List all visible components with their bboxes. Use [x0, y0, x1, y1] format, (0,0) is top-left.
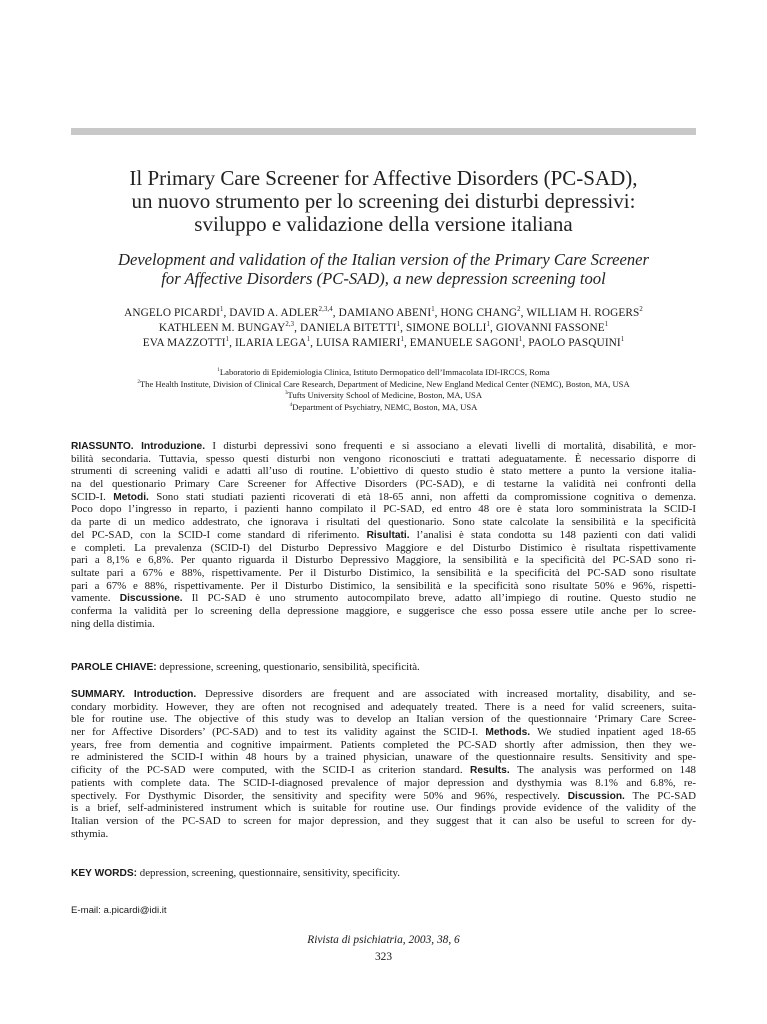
- author-name: DANIELA BITETTI: [300, 322, 397, 334]
- riassunto-line: [71, 440, 696, 453]
- summary-text: The analysis was performed on 148: [509, 764, 696, 777]
- summary-text: condary morbidity. However, they are often not recognised and adequately treated. There is a need for valid screeners, suita-: [71, 700, 696, 713]
- summary-section-label: Discussion.: [567, 790, 625, 802]
- email-contact: E-mail: a.picardi@idi.it: [71, 905, 167, 916]
- subtitle-line: Development and validation of the Italian version of the Primary Care Screener: [117, 250, 650, 269]
- parole-chiave: [71, 661, 696, 674]
- summary-line: [71, 726, 696, 739]
- summary-text: cificity of the PC-SAD were computed, with the SCID-I as criterion standard.: [71, 764, 471, 777]
- key-words-text: depression, screening, questionnaire, sensitivity, specificity.: [137, 867, 400, 879]
- riassunto-text: conferma la validità per lo screening della depressione maggiore, e suggerisce che esso possa essere utile anche per lo scree-: [71, 604, 696, 617]
- riassunto-text: del PC-SAD, con la SCID-I come standard di riferimento.: [71, 528, 367, 541]
- author-line: ANGELO PICARDI$^1$, DAVID A. ADLER$^{2,3,4}$, DAMIANO ABENI$^1$, HONG CHANG$^2$, WILLIAM H. ROGERS$^2$: [124, 306, 643, 319]
- author-name: HONG CHANG: [440, 307, 518, 319]
- affiliation-list: [40, 367, 727, 413]
- affiliation-mark: 1: [217, 367, 220, 374]
- english-title: [60, 250, 707, 288]
- affiliation-text: The Health Institute, Division of Clinical Care Research, Department of Medicine, New England Medical Center (NEMC), Boston, MA, USA: [139, 378, 630, 389]
- riassunto-line: [71, 592, 696, 605]
- riassunto-line: [71, 618, 696, 631]
- summary-text: Depressive disorders are frequent and are associated with increased mortality, disability, and se-: [196, 688, 696, 700]
- author-name: DAVID A. ADLER: [229, 307, 319, 319]
- summary-text: We studied inpatient aged 18-65: [530, 726, 696, 739]
- summary-line: [71, 764, 696, 777]
- summary-section-label: Methods.: [485, 727, 531, 739]
- riassunto-line: [71, 567, 696, 580]
- summary-line: [71, 739, 696, 752]
- riassunto-text: Il PC-SAD è uno strumento autocompilato breve, adatto all’impiego di routine. Questo studio ne: [182, 592, 696, 605]
- author-name: PAOLO PASQUINI: [528, 337, 621, 349]
- riassunto-text: ning della distimia.: [71, 617, 155, 630]
- summary-section-label: Introduction.: [133, 689, 197, 700]
- riassunto-line: [71, 503, 696, 516]
- riassunto-text: pari a 8,1% e 6,8%. Per quanto riguarda il Disturbo Depressivo Maggiore, la sensibilità e la specificità del PC-SAD sono ri-: [71, 554, 696, 567]
- key-words: [71, 867, 696, 880]
- riassunto-section-label: Introduzione.: [141, 441, 206, 452]
- riassunto-line: [71, 554, 696, 567]
- riassunto-line: [71, 516, 696, 529]
- affiliation-line: [40, 379, 727, 391]
- riassunto-text: pari a 67% e 88%, rispettivamente. Per il Disturbo Distimico, la sensibilità e la specificità sono risultate 50% e 96%, rispetti-: [71, 579, 696, 592]
- riassunto-line: [71, 605, 696, 618]
- affiliation-line: [40, 367, 727, 379]
- summary-text: sthymia.: [71, 827, 109, 840]
- riassunto-line: [71, 465, 696, 478]
- summary-line: [71, 688, 696, 701]
- author-affiliation-mark: 1: [219, 306, 224, 314]
- author-name: EVA MAZZOTTI: [142, 337, 226, 349]
- author-name: GIOVANNI FASSONE: [495, 322, 605, 334]
- riassunto-text: Poco dopo l’ingresso in reparto, i pazienti hanno compilato il PC-SAD, ed entro 48 ore è stata loro somministrata la SCID-I: [71, 503, 696, 516]
- riassunto-line: [71, 491, 696, 504]
- author-line: EVA MAZZOTTI$^1$, ILARIA LEGA$^1$, LUISA RAMIERI$^1$, EMANUELE SAGONI$^1$, PAOLO PASQUINI$^1$: [142, 336, 625, 349]
- summary-line: [71, 713, 696, 726]
- summary-line: [71, 802, 696, 815]
- author-list: [40, 306, 727, 351]
- parole-chiave-label: PAROLE CHIAVE:: [71, 662, 157, 673]
- summary-text: ble for routine use. The objective of this study was to develop an Italian version of the questionnaire ‘Primary Care Scree-: [71, 713, 696, 726]
- author-affiliation-mark: 1: [604, 321, 609, 329]
- author-line: KATHLEEN M. BUNGAY$^{2,3}$, DANIELA BITETTI$^1$, SIMONE BOLLI$^1$, GIOVANNI FASSONE$^1$: [158, 321, 609, 334]
- author-name: LUISA RAMIERI: [315, 337, 401, 349]
- parole-chiave-text: depressione, screening, questionario, sensibilità, specificità.: [156, 661, 420, 673]
- summary-text: ner for Affective Disorders’ (PC-SAD) and to test its validity against the SCID-I.: [71, 726, 486, 739]
- italian-title: [60, 167, 707, 236]
- summary-heading: SUMMARY.: [71, 689, 134, 700]
- riassunto-section-label: Discussione.: [119, 593, 183, 605]
- author-affiliation-mark: 2: [639, 306, 643, 314]
- riassunto-text: na del questionario Primary Care Screener for Affective Disorders (PC-SAD), e di testarne la validità nei confronti della: [71, 478, 696, 491]
- author-affiliation-mark: 2,3: [285, 321, 295, 329]
- summary-text: Italian version of the PC-SAD to screen for major depression, and they suggest that it can also be useful to screen for dy-: [71, 814, 696, 827]
- summary-line: [71, 777, 696, 790]
- author-affiliation-mark: 1: [486, 321, 491, 329]
- summary-line: [71, 815, 696, 828]
- author-affiliation-mark: 1: [225, 336, 230, 344]
- header-rule: [71, 128, 696, 135]
- author-name: ILARIA LEGA: [234, 337, 307, 349]
- riassunto-text: Sono stati studiati pazienti ricoverati di età 18-65 anni, non affetti da compromissione cognitiva o demenza.: [148, 490, 696, 503]
- author-affiliation-mark: 1: [306, 336, 311, 344]
- riassunto-text: vamente.: [71, 592, 120, 605]
- title-line: Il Primary Care Screener for Affective Disorders (PC-SAD),: [129, 166, 638, 190]
- summary-text: The PC-SAD: [624, 789, 696, 802]
- affiliation-line: [40, 390, 727, 402]
- affiliation-mark: 4: [289, 401, 293, 408]
- author-affiliation-mark: 2: [517, 306, 521, 314]
- author-affiliation-mark: 2,3,4: [318, 306, 333, 314]
- summary-text: patients with complete data. The SCID-I-diagnosed prevalence of major depression and dysthymia was 8.1% and 6.8%, re-: [71, 776, 696, 789]
- author-name: SIMONE BOLLI: [405, 322, 487, 334]
- title-line: sviluppo e validazione della versione italiana: [194, 212, 573, 236]
- summary-abstract: [71, 688, 696, 840]
- riassunto-heading: RIASSUNTO.: [71, 441, 142, 452]
- page-number: 323: [374, 951, 393, 963]
- summary-text: is a brief, self-administered instrument which is suitable for routine use. Our findings provide evidence of the validity of the: [71, 802, 696, 815]
- author-name: EMANUELE SAGONI: [409, 337, 519, 349]
- author-name: DAMIANO ABENI: [338, 307, 432, 319]
- summary-line: [71, 790, 696, 803]
- summary-line: [71, 701, 696, 714]
- key-words-label: KEY WORDS:: [71, 868, 138, 879]
- riassunto-text: strumenti di screening validi e adatti all’uso di routine. L’obiettivo di questo studio è stato mettere a punto la versione italia-: [71, 465, 696, 478]
- author-affiliation-mark: 1: [400, 336, 404, 344]
- author-name: KATHLEEN M. BUNGAY: [158, 322, 286, 334]
- affiliation-mark: 3: [284, 390, 288, 397]
- subtitle-line: for Affective Disorders (PC-SAD), a new depression screening tool: [161, 269, 606, 288]
- summary-section-label: Results.: [470, 765, 510, 777]
- riassunto-section-label: Metodi.: [113, 491, 149, 503]
- riassunto-line: [71, 478, 696, 491]
- journal-citation: Rivista di psichiatria, 2003, 38, 6: [307, 934, 460, 946]
- riassunto-text: bilità secondaria. Tuttavia, spesso questi disturbi non vengono riconosciuti e trattati adeguatamente. È necessario disporre di: [71, 452, 696, 465]
- riassunto-line: [71, 529, 696, 542]
- riassunto-line: [71, 580, 696, 593]
- riassunto-text: sultate pari a 67% e 88%, rispettivamente. Per il Disturbo Distimico, la sensibilità e la specificità del PC-SAD sono risultate: [71, 566, 696, 579]
- riassunto-text: I disturbi depressivi sono frequenti e si associano a elevati livelli di mortalità, disabilità, e mor-: [205, 440, 696, 452]
- riassunto-line: [71, 453, 696, 466]
- author-affiliation-mark: 1: [396, 321, 401, 329]
- affiliation-text: Laboratorio di Epidemiologia Clinica, Istituto Dermopatico dell’Immacolata IDI-IRCCS, Roma: [219, 367, 550, 377]
- riassunto-text: e completi. La prevalenza (SCID-I) del Disturbo Depressivo Maggiore e del Disturbo Distimico è risultata rispettivamente: [71, 541, 696, 554]
- affiliation-mark: 2: [137, 378, 140, 385]
- summary-text: years, free from dementia and cognitive impairment. Patients completed the PC-SAD shortly after admission, then they we-: [71, 738, 696, 751]
- summary-line: [71, 751, 696, 764]
- affiliation-text: Department of Psychiatry, NEMC, Boston, MA, USA: [292, 401, 478, 412]
- author-affiliation-mark: 1: [431, 306, 435, 314]
- summary-text: re administered the SCID-I within 48 hours by a trained physician, unaware of the questionnaire results. Sensitivity and spe-: [71, 751, 696, 764]
- author-name: ANGELO PICARDI: [124, 307, 220, 319]
- riassunto-text: da parte di un medico addestrato, che ignorava i risultati del questionario. Sono state calcolate la sensibilità e la specificità: [71, 516, 696, 529]
- riassunto-abstract: [71, 440, 696, 630]
- author-name: WILLIAM H. ROGERS: [526, 307, 640, 319]
- riassunto-line: [71, 542, 696, 555]
- riassunto-text: SCID-I.: [71, 490, 114, 503]
- riassunto-text: l’analisi è stata condotta su 148 pazienti con dati validi: [409, 528, 696, 541]
- affiliation-line: [40, 402, 727, 414]
- author-affiliation-mark: 1: [620, 336, 625, 344]
- author-affiliation-mark: 1: [518, 336, 523, 344]
- title-line: un nuovo strumento per lo screening dei disturbi depressivi:: [131, 189, 636, 213]
- riassunto-section-label: Risultati.: [366, 529, 410, 541]
- affiliation-text: Tufts University School of Medicine, Boston, MA, USA: [287, 390, 483, 401]
- summary-text: spectively. For Dysthymic Disorder, the sensitivity and specifity were 50% and 96%, respectively.: [71, 789, 568, 802]
- summary-line: [71, 828, 696, 841]
